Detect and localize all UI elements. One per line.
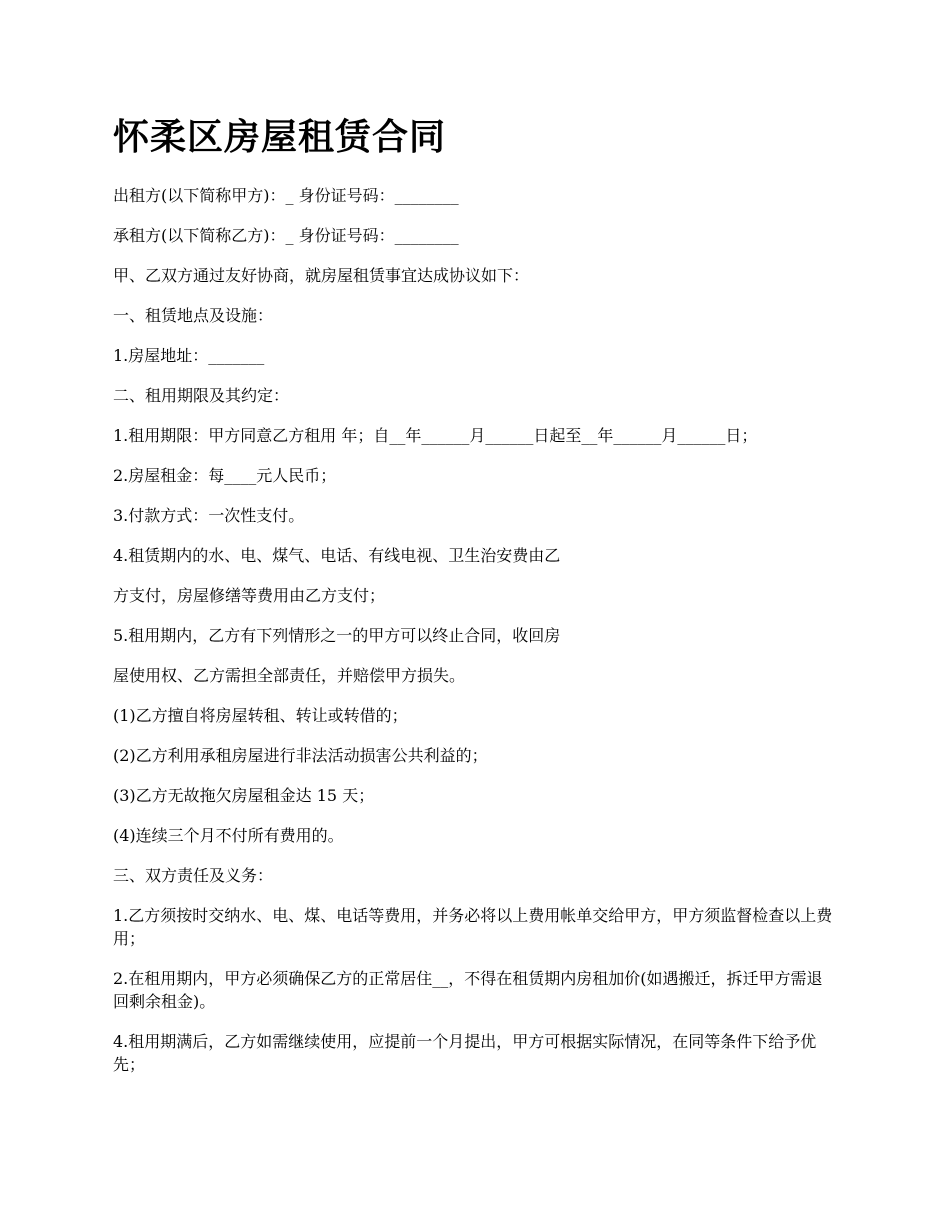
section-heading-duties: 三、双方责任及义务： bbox=[113, 866, 274, 885]
agreement-intro: 甲、乙双方通过友好协商，就房屋租赁事宜达成协议如下： bbox=[113, 266, 530, 285]
termination-item-2: (2)乙方利用承租房屋进行非法活动损害公共利益的； bbox=[113, 746, 488, 765]
clause-termination-line-2: 屋使用权、乙方需担全部责任，并赔偿甲方损失。 bbox=[113, 666, 466, 685]
document-title: 怀柔区房屋租赁合同 bbox=[113, 116, 447, 158]
termination-item-1: (1)乙方擅自将房屋转租、转让或转借的； bbox=[113, 706, 408, 725]
lessor-line: 出租方(以下简称甲方)：_ 身份证号码：________ bbox=[113, 186, 459, 205]
document-page bbox=[113, 112, 837, 1093]
termination-item-3: (3)乙方无故拖欠房屋租金达 15 天； bbox=[113, 786, 375, 805]
duty-clause-2: 2.在租用期内，甲方必须确保乙方的正常居住__，不得在租赁期内房租加价(如遇搬迁，拆迁甲方需退回剩余租金)。 bbox=[113, 969, 823, 1011]
duty-clause-1: 1.乙方须按时交纳水、电、煤、电话等费用，并务必将以上费用帐单交给甲方，甲方须监督检查以上费用； bbox=[113, 906, 833, 948]
section-heading-term: 二、租用期限及其约定： bbox=[113, 386, 290, 405]
clause-termination-line-1: 5.租用期内，乙方有下列情形之一的甲方可以终止合同，收回房 bbox=[113, 626, 561, 645]
termination-item-4: (4)连续三个月不付所有费用的。 bbox=[113, 826, 344, 845]
clause-payment: 3.付款方式：一次性支付。 bbox=[113, 506, 305, 525]
clause-term: 1.租用期限：甲方同意乙方租用 年；自__年______月______日起至__年______月______日； bbox=[113, 426, 758, 445]
clause-fees-line-1: 4.租赁期内的水、电、煤气、电话、有线电视、卫生治安费由乙 bbox=[113, 546, 561, 565]
duty-clause-4: 4.租用期满后，乙方如需继续使用，应提前一个月提出，甲方可根据实际情况，在同等条件下给予优先； bbox=[113, 1032, 817, 1074]
clause-address: 1.房屋地址：_______ bbox=[113, 346, 265, 365]
clause-rent: 2.房屋租金：每____元人民币； bbox=[113, 466, 337, 485]
clause-fees-line-2: 方支付，房屋修缮等费用由乙方支付； bbox=[113, 586, 386, 605]
section-heading-location: 一、租赁地点及设施： bbox=[113, 306, 274, 325]
lessee-line: 承租方(以下简称乙方)：_ 身份证号码：________ bbox=[113, 226, 459, 245]
